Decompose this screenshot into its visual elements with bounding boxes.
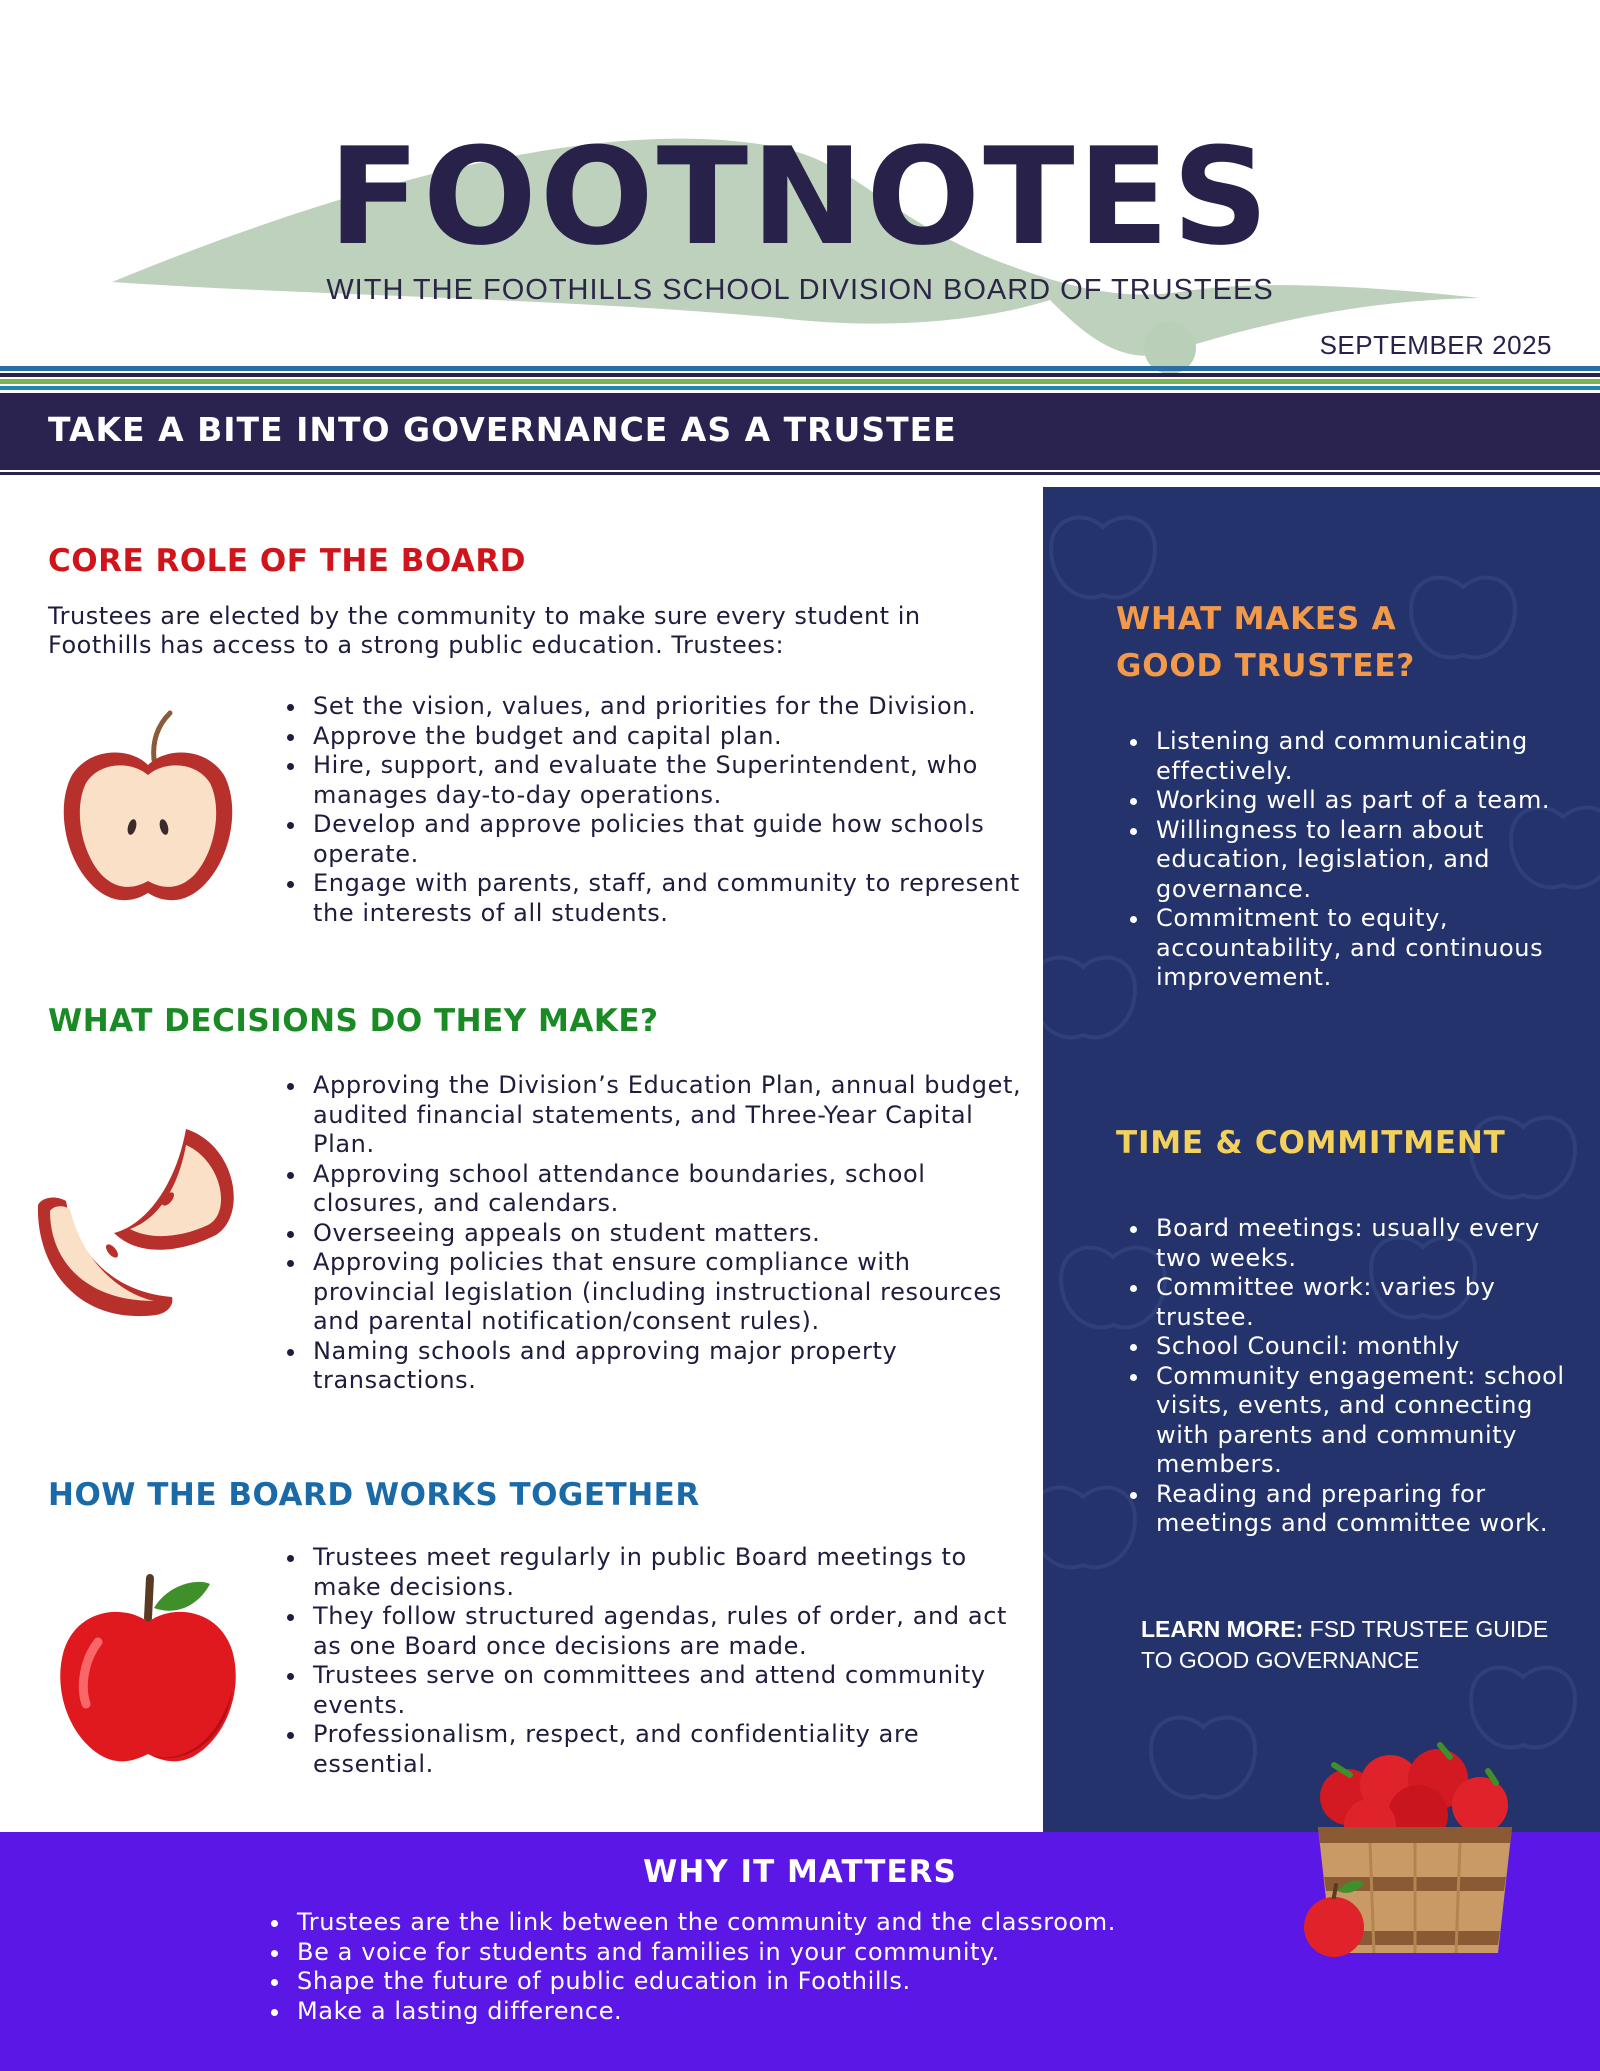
header-stripe-teal xyxy=(0,386,1600,390)
list-item: Engage with parents, staff, and community to represent the interests of all students. xyxy=(282,869,1022,928)
list-item: Trustees meet regularly in public Board meetings to make decisions. xyxy=(282,1543,1022,1602)
list-item: They follow structured agendas, rules of order, and act as one Board once decisions are made. xyxy=(282,1602,1022,1661)
list-item: Naming schools and approving major property transactions. xyxy=(282,1337,1022,1396)
list-item: Approving the Division’s Education Plan, annual budget, audited financial statements, and Three-Year Capital Plan. xyxy=(282,1071,1022,1160)
header-stripe-blue xyxy=(0,366,1600,371)
core-role-heading: CORE ROLE OF THE BOARD xyxy=(48,543,527,579)
list-item: Trustees serve on committees and attend community events. xyxy=(282,1661,1022,1720)
banner-title: TAKE A BITE INTO GOVERNANCE AS A TRUSTEE xyxy=(48,410,957,449)
core-role-list xyxy=(282,692,1022,928)
list-item: Be a voice for students and families in your community. xyxy=(266,1938,1316,1968)
decisions-list xyxy=(282,1071,1022,1396)
list-item: Listening and communicating effectively. xyxy=(1125,727,1575,786)
why-it-matters-list xyxy=(266,1908,1316,2026)
list-item: Make a lasting difference. xyxy=(266,1997,1316,2027)
section-banner xyxy=(0,393,1600,470)
list-item: Committee work: varies by trustee. xyxy=(1125,1273,1575,1332)
list-item: Approve the budget and capital plan. xyxy=(282,722,1022,752)
list-item: Shape the future of public education in Foothills. xyxy=(266,1967,1316,1997)
header-stripe-navy xyxy=(0,373,1600,377)
banner-underline xyxy=(0,472,1600,475)
list-item: Working well as part of a team. xyxy=(1125,786,1575,816)
good-trustee-heading xyxy=(1116,596,1546,690)
header-stripe-green xyxy=(0,379,1600,384)
works-together-list xyxy=(282,1543,1022,1779)
learn-more-label: LEARN MORE: xyxy=(1141,1616,1304,1642)
list-item: Approving school attendance boundaries, school closures, and calendars. xyxy=(282,1160,1022,1219)
issue-date: SEPTEMBER 2025 xyxy=(1319,330,1552,360)
learn-more-link[interactable] xyxy=(1141,1614,1561,1676)
list-item: Commitment to equity, accountability, and continuous improvement. xyxy=(1125,904,1575,993)
list-item: Willingness to learn about education, legislation, and governance. xyxy=(1125,816,1575,905)
good-trustee-heading-line2: GOOD TRUSTEE? xyxy=(1116,648,1416,684)
list-item: School Council: monthly xyxy=(1125,1332,1575,1362)
good-trustee-heading-line1: WHAT MAKES A xyxy=(1116,601,1397,637)
why-it-matters-heading: WHY IT MATTERS xyxy=(643,1854,957,1890)
apple-half-icon xyxy=(60,705,235,910)
works-together-heading: HOW THE BOARD WORKS TOGETHER xyxy=(48,1477,700,1513)
list-item: Approving policies that ensure compliance with provincial legislation (including instructional resources and parental notification/consent rules). xyxy=(282,1248,1022,1337)
time-commitment-heading: TIME & COMMITMENT xyxy=(1116,1125,1506,1161)
list-item: Develop and approve policies that guide how schools operate. xyxy=(282,810,1022,869)
time-commitment-list xyxy=(1125,1214,1575,1539)
masthead-title: FOOTNOTES xyxy=(328,119,1272,275)
list-item: Board meetings: usually every two weeks. xyxy=(1125,1214,1575,1273)
list-item: Overseeing appeals on student matters. xyxy=(282,1219,1022,1249)
list-item: Professionalism, respect, and confidentiality are essential. xyxy=(282,1720,1022,1779)
decisions-heading: WHAT DECISIONS DO THEY MAKE? xyxy=(48,1003,659,1039)
apple-slices-icon xyxy=(36,1125,251,1325)
list-item: Community engagement: school visits, events, and connecting with parents and community members. xyxy=(1125,1362,1575,1480)
list-item: Trustees are the link between the community and the classroom. xyxy=(266,1908,1316,1938)
list-item: Hire, support, and evaluate the Superintendent, who manages day-to-day operations. xyxy=(282,751,1022,810)
learn-more-text: FSD TRUSTEE GUIDE TO GOOD GOVERNANCE xyxy=(1141,1616,1549,1673)
list-item: Set the vision, values, and priorities for the Division. xyxy=(282,692,1022,722)
apple-basket-icon xyxy=(1290,1735,1540,1965)
core-role-intro: Trustees are elected by the community to make sure every student in Foothills has access to a strong public education. Trustees: xyxy=(48,602,921,659)
list-item: Reading and preparing for meetings and committee work. xyxy=(1125,1480,1575,1539)
red-apple-icon xyxy=(58,1570,238,1765)
masthead-subtitle: WITH THE FOOTHILLS SCHOOL DIVISION BOARD OF TRUSTEES xyxy=(326,274,1274,306)
good-trustee-list xyxy=(1125,727,1575,993)
